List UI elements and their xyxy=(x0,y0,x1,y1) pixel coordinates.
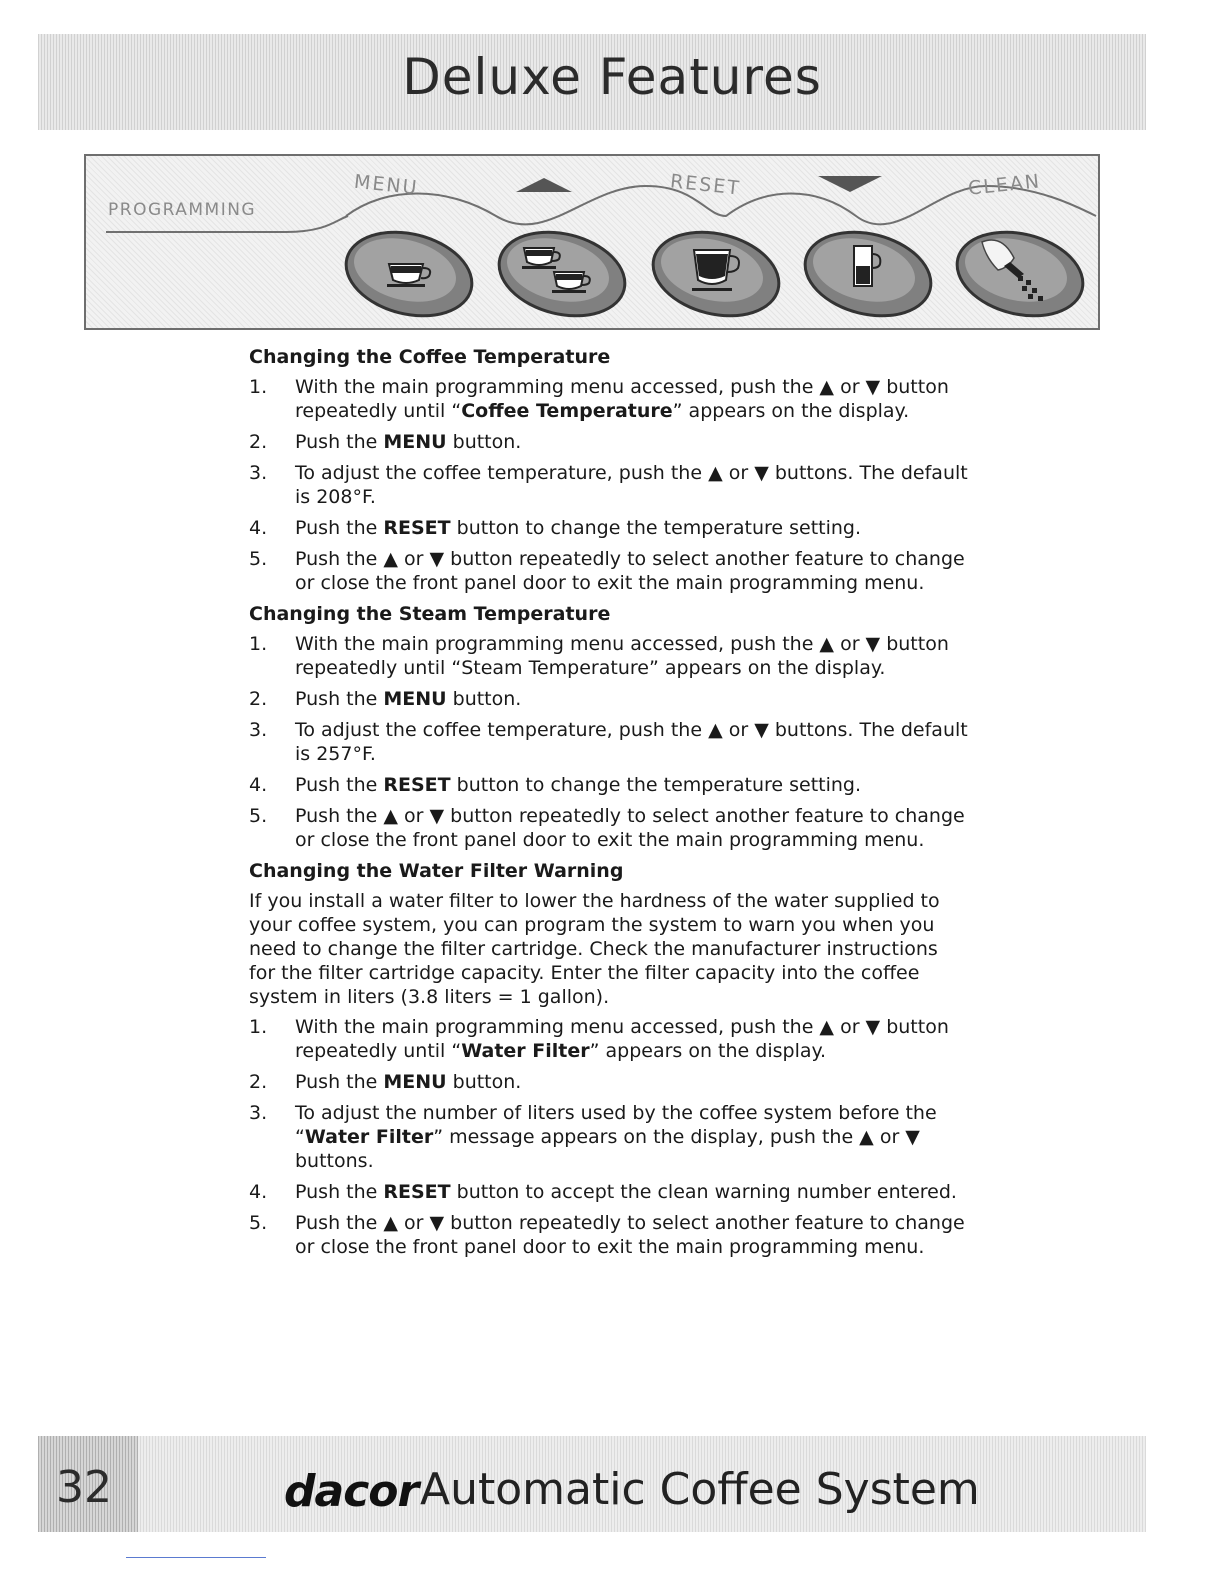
control-panel-illustration xyxy=(84,154,1100,330)
step-number: 5. xyxy=(249,1212,268,1234)
step-text: button. xyxy=(446,431,522,453)
clean-label: CLEAN xyxy=(967,170,1043,200)
page-number: 32 xyxy=(56,1462,112,1513)
section-heading: Changing the Coffee Temperature xyxy=(249,346,611,368)
step-emphasis: MENU xyxy=(383,431,447,453)
step-item xyxy=(249,1070,969,1094)
step-number: 1. xyxy=(249,633,268,655)
step-text: button to accept the clean warning number entered. xyxy=(450,1181,957,1203)
step-number: 3. xyxy=(249,719,268,741)
programming-label: PROGRAMMING xyxy=(108,200,257,220)
step-number: 1. xyxy=(249,1016,268,1038)
step-item xyxy=(249,804,969,852)
step-number: 2. xyxy=(249,1071,268,1093)
footer-rule xyxy=(126,1557,266,1558)
step-item xyxy=(249,1015,969,1063)
step-emphasis: Water Filter xyxy=(461,1040,590,1062)
step-text: button to change the temperature setting. xyxy=(450,517,862,539)
step-emphasis: RESET xyxy=(383,1181,451,1203)
step-emphasis: Coffee Temperature xyxy=(461,400,673,422)
step-text: ” message appears on the display, push the ▲ or ▼ buttons. xyxy=(295,1126,920,1172)
step-text: button to change the temperature setting. xyxy=(450,774,862,796)
down-arrow-icon xyxy=(818,176,882,192)
instructions-content xyxy=(249,345,969,1266)
step-item xyxy=(249,1211,969,1259)
steps-list xyxy=(249,375,969,595)
clean-button[interactable] xyxy=(952,228,1088,320)
step-text: To adjust the coffee temperature, push the ▲ or ▼ buttons. The default is 208°F. xyxy=(295,462,968,508)
step-text: button. xyxy=(446,688,522,710)
section-intro: If you install a water filter to lower the hardness of the water supplied to your coffee system, you can program the system to warn you when you need to change the filter cartridge. Check the manufacturer instructions for the filter cartridge capacity. Enter the filter capacity into the coffee system in liters (3.8 liters = 1 gallon). xyxy=(249,890,940,1008)
steps-list xyxy=(249,1015,969,1259)
step-text: Push the xyxy=(295,774,384,796)
step-text: With the main programming menu accessed, push the ▲ or ▼ button repeatedly until “Steam Temperature” appears on the display. xyxy=(295,633,949,679)
step-text: To adjust the coffee temperature, push the ▲ or ▼ buttons. The default is 257°F. xyxy=(295,719,968,765)
step-emphasis: RESET xyxy=(383,517,451,539)
step-item xyxy=(249,516,969,540)
step-text: With the main programming menu accessed, push the ▲ or ▼ button repeatedly until “ xyxy=(295,1016,949,1062)
step-emphasis: RESET xyxy=(383,774,451,796)
step-text: Push the xyxy=(295,517,384,539)
step-text: button. xyxy=(446,1071,522,1093)
tall-glass-button[interactable] xyxy=(800,228,936,320)
step-text: Push the xyxy=(295,1181,384,1203)
step-item xyxy=(249,1180,969,1204)
step-number: 4. xyxy=(249,1181,268,1203)
step-item xyxy=(249,547,969,595)
step-item xyxy=(249,632,969,680)
step-item xyxy=(249,773,969,797)
footer-title: Automatic Coffee System xyxy=(420,1464,980,1515)
step-number: 2. xyxy=(249,688,268,710)
step-text: Push the ▲ or ▼ button repeatedly to select another feature to change or close the front panel door to exit the main programming menu. xyxy=(295,1212,965,1258)
step-text: Push the xyxy=(295,1071,384,1093)
step-text: To adjust the number of liters used by the coffee system before the “ xyxy=(295,1102,937,1148)
step-item xyxy=(249,687,969,711)
step-text: Push the xyxy=(295,688,384,710)
step-text: With the main programming menu accessed, push the ▲ or ▼ button repeatedly until “ xyxy=(295,376,949,422)
step-number: 1. xyxy=(249,376,268,398)
step-item xyxy=(249,461,969,509)
step-number: 4. xyxy=(249,774,268,796)
step-text: Push the xyxy=(295,431,384,453)
step-item xyxy=(249,375,969,423)
step-number: 4. xyxy=(249,517,268,539)
section-heading: Changing the Steam Temperature xyxy=(249,603,611,625)
step-number: 2. xyxy=(249,431,268,453)
step-item xyxy=(249,430,969,454)
step-emphasis: MENU xyxy=(383,1071,447,1093)
menu-label: MENU xyxy=(353,170,420,200)
step-number: 5. xyxy=(249,548,268,570)
step-text: Push the ▲ or ▼ button repeatedly to select another feature to change or close the front panel door to exit the main programming menu. xyxy=(295,805,965,851)
step-number: 3. xyxy=(249,462,268,484)
two-cups-button[interactable] xyxy=(494,228,630,320)
step-text: Push the ▲ or ▼ button repeatedly to select another feature to change or close the front panel door to exit the main programming menu. xyxy=(295,548,965,594)
large-cup-button[interactable] xyxy=(648,228,784,320)
step-emphasis: Water Filter xyxy=(304,1126,434,1148)
step-emphasis: MENU xyxy=(383,688,447,710)
brand-logo: dacor xyxy=(284,1466,419,1517)
step-text: ” appears on the display. xyxy=(589,1040,827,1062)
up-arrow-icon xyxy=(516,178,572,192)
page-title: Deluxe Features xyxy=(402,48,822,106)
step-item xyxy=(249,1101,969,1173)
step-item xyxy=(249,718,969,766)
step-number: 3. xyxy=(249,1102,268,1124)
steps-list xyxy=(249,632,969,852)
step-text: ” appears on the display. xyxy=(672,400,910,422)
section-heading: Changing the Water Filter Warning xyxy=(249,860,624,882)
single-cup-button[interactable] xyxy=(341,228,477,320)
reset-label: RESET xyxy=(669,170,742,200)
step-number: 5. xyxy=(249,805,268,827)
